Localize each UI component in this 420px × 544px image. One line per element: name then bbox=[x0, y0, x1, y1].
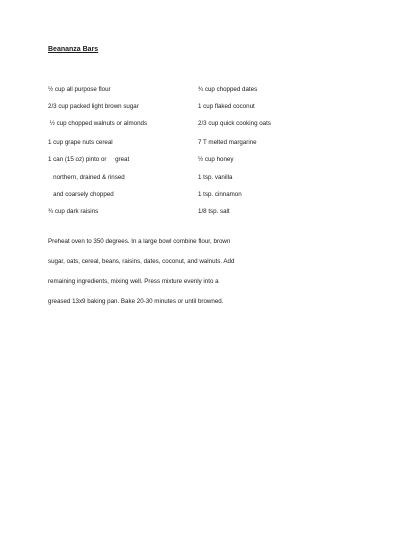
instruction-line: sugar, oats, cereal, beans, raisins, dates, coconut, and walnuts. Add bbox=[48, 258, 235, 265]
ingredient-right-3: 2/3 cup quick cooking oats bbox=[198, 120, 271, 127]
instructions-paragraph bbox=[48, 238, 378, 318]
ingredient-left-3: ½ cup chopped walnuts or almonds bbox=[48, 120, 148, 127]
ingredient-right-5: ½ cup honey bbox=[198, 156, 234, 163]
ingredient-left-8: ¾ cup dark raisins bbox=[48, 208, 99, 215]
instruction-line: Preheat oven to 350 degrees. In a large bowl combine flour, brown bbox=[48, 238, 231, 245]
instruction-line: remaining ingredients, mixing well. Press mixture evenly into a bbox=[48, 278, 219, 285]
ingredient-left-5: 1 can (15 oz) pinto or great bbox=[48, 156, 130, 163]
ingredient-left-6: northern, drained & rinsed bbox=[48, 174, 125, 181]
ingredient-left-4: 1 cup grape nuts cereal bbox=[48, 139, 113, 146]
ingredient-left-1: ½ cup all purpose flour bbox=[48, 86, 111, 93]
ingredient-left-2: 2/3 cup packed light brown sugar bbox=[48, 103, 139, 110]
ingredient-left-7: and coarsely chopped bbox=[48, 191, 114, 198]
ingredient-right-6: 1 tsp. vanilla bbox=[198, 174, 233, 181]
ingredient-right-8: 1/8 tsp. salt bbox=[198, 208, 230, 215]
ingredient-right-2: 1 cup flaked coconut bbox=[198, 103, 255, 110]
ingredient-right-1: ¾ cup chopped dates bbox=[198, 86, 258, 93]
ingredient-right-7: 1 tsp. cinnamon bbox=[198, 191, 242, 198]
recipe-title: Beananza Bars bbox=[48, 46, 99, 53]
ingredient-right-4: 7 T melted margarine bbox=[198, 139, 257, 146]
instruction-line: greased 13x9 baking pan. Bake 20-30 minutes or until browned. bbox=[48, 298, 224, 305]
